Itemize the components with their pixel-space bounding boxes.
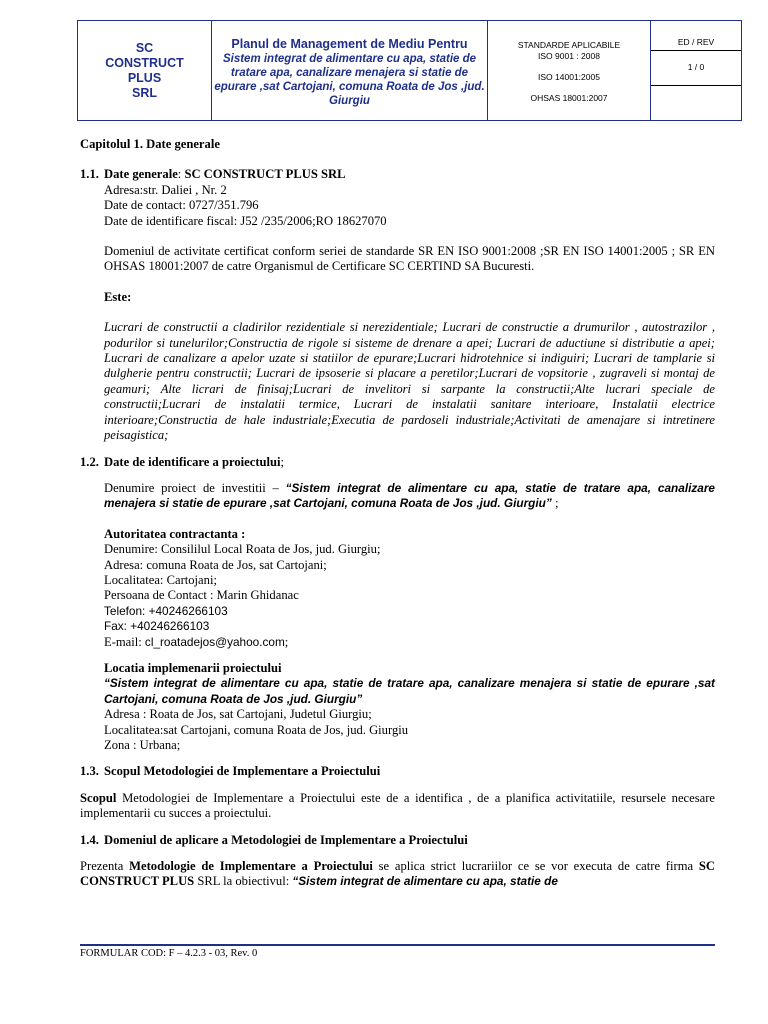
section-heading-1-2: 1.2. Date de identificare a proiectului; bbox=[80, 454, 285, 469]
section-heading-1-1: 1.1. Date generale: SC CONSTRUCT PLUS SRL bbox=[80, 167, 346, 182]
authority-fax: Fax: +40246266103 bbox=[104, 619, 210, 634]
plan-subtitle: Sistem integrat de alimentare cu apa, statie de tratare apa, canalizare menajera si statie de epurare ,sat Cartojani, comuna Roata de Jos ,jud. Giurgiu bbox=[214, 53, 485, 107]
ed-rev-value: 1 / 0 bbox=[687, 62, 705, 72]
plan-title: Planul de Management de Mediu Pentru bbox=[231, 37, 468, 51]
location-project-name: “Sistem integrat de alimentare cu apa, statie de tratare apa, canalizare menajera si statie de epurare ,sat Cartojani, comuna Roata de Jos ,jud. Giurgiu” bbox=[104, 676, 715, 706]
authority-email: E-mail: cl_roatadejos@yahoo.com; bbox=[104, 634, 289, 649]
document-body bbox=[80, 137, 715, 890]
authority-phone: Telefon: +40246266103 bbox=[104, 603, 228, 618]
company-contact: Date de contact: 0727/351.796 bbox=[104, 198, 259, 213]
ed-rev-label: ED / REV bbox=[677, 37, 715, 47]
standard-item: ISO 14001:2005 bbox=[538, 72, 600, 82]
document-header-table bbox=[77, 20, 742, 121]
company-name: SC CONSTRUCT PLUS SRL bbox=[184, 167, 346, 182]
location-line: Localitatea:sat Cartojani, comuna Roata de Jos, jud. Giurgiu bbox=[104, 722, 409, 737]
form-code-footer: FORMULAR COD: F – 4.2.3 - 03, Rev. 0 bbox=[80, 948, 258, 959]
divider bbox=[651, 50, 741, 51]
project-name-paragraph: Denumire proiect de investitii – “Sistem integrat de alimentare cu apa, statie de tratare apa, canalizare menajera si statie de epurare ,sat Cartojani, comuna Roata de Jos ,jud. Giurgiu” ; bbox=[104, 480, 715, 511]
authority-line: Localitatea: Cartojani; bbox=[104, 572, 217, 587]
authority-line: Adresa: comuna Roata de Jos, sat Cartojani; bbox=[104, 557, 327, 572]
authority-line: Denumire: Consililul Local Roata de Jos, jud. Giurgiu; bbox=[104, 542, 381, 557]
certification-paragraph: Domeniul de activitate certificat conform seriei de standarde SR EN ISO 9001:2008 ;SR EN ISO 14001:2005 ; SR EN OHSAS 18001:2007 de catre Organismul de Certificare SC CERTIND SA Bucuresti. bbox=[104, 244, 715, 274]
standards-heading: STANDARDE APLICABILE bbox=[517, 40, 621, 50]
company-line: SRL bbox=[132, 85, 157, 100]
authority-line: Persoana de Contact : Marin Ghidanac bbox=[104, 588, 299, 603]
plan-title-cell bbox=[212, 21, 488, 120]
divider bbox=[651, 85, 741, 86]
standard-item: ISO 9001 : 2008 bbox=[538, 51, 600, 61]
company-fiscal-id: Date de identificare fiscal: J52 /235/2006;RO 18627070 bbox=[104, 213, 387, 228]
email-link[interactable]: cl_roatadejos@yahoo.com bbox=[144, 634, 285, 649]
scope-paragraph: Scopul Metodologiei de Implementare a Proiectului este de a identifica , de a planifica activitatiile, resursele necesare implementarii cu succes a proiectului. bbox=[80, 790, 715, 821]
section-heading-1-4: 1.4. Domeniul de aplicare a Metodologiei de Implementare a Proiectului bbox=[80, 832, 468, 847]
company-line: CONSTRUCT bbox=[105, 55, 184, 70]
location-title: Locatia implemenarii proiectului bbox=[104, 660, 282, 675]
company-line: SC bbox=[135, 40, 154, 55]
company-line: PLUS bbox=[127, 70, 162, 85]
activities-paragraph: Lucrari de constructii a cladirilor rezidentiale si nerezidentiale; Lucrari de constructie a drumurilor , autostrazilor , podurilor si tunelurilor;Constructia de rigole si sisteme de drenare a apei; Lucrari de aductiune si distributie a apei; Lucrari de canalizare a apelor uzate si statiilor de epurare;Lucrari hidrotehnice si indiguiri; Lucrari de tamplarie si dulgherie pentru constructii; Lucrari de ipsoserie si placare a peretilor;Lucrari de vopsitorie , zugraveli si montaj de geamuri; Alte licrari de finisaj;Lucrari de invelitori si sarpante la constructii;Alte lucrari speciale de constructii;Lucrari de instalatii termice, Lucrari de instalatii sanitare interioare, Instalatii electrice interioare;Constructia de hale industriale;Executia de pardoseli industriale;Activitati de amenajare si intretinere peisagistica; bbox=[104, 320, 715, 443]
project-name: “Sistem integrat de alimentare cu apa, statie de tratare apa, canalizare menajera si statie de epurare ,sat Cartojani, comuna Roata de Jos ,jud. Giurgiu” bbox=[104, 480, 715, 511]
application-paragraph: Prezenta Metodologie de Implementare a Proiectului se aplica strict lucrariilor ce se vor executa de catre firma SC CONSTRUCT PLUS SRL la obiectivul: “Sistem integrat de alimentare cu apa, statie de bbox=[80, 859, 715, 889]
este-label: Este: bbox=[104, 289, 132, 304]
company-name-cell bbox=[78, 21, 212, 120]
standard-item: OHSAS 18001:2007 bbox=[530, 93, 608, 103]
footer-divider bbox=[80, 944, 715, 946]
ed-rev-cell bbox=[651, 21, 741, 120]
company-address: Adresa:str. Daliei , Nr. 2 bbox=[104, 182, 227, 197]
section-heading-1-3: 1.3. Scopul Metodologiei de Implementare a Proiectului bbox=[80, 764, 381, 779]
location-line: Adresa : Roata de Jos, sat Cartojani, Judetul Giurgiu; bbox=[104, 707, 372, 722]
chapter-title: Capitolul 1. Date generale bbox=[80, 137, 220, 151]
standards-cell bbox=[488, 21, 651, 120]
authority-title: Autoritatea contractanta : bbox=[104, 526, 246, 541]
location-line: Zona : Urbana; bbox=[104, 738, 181, 752]
